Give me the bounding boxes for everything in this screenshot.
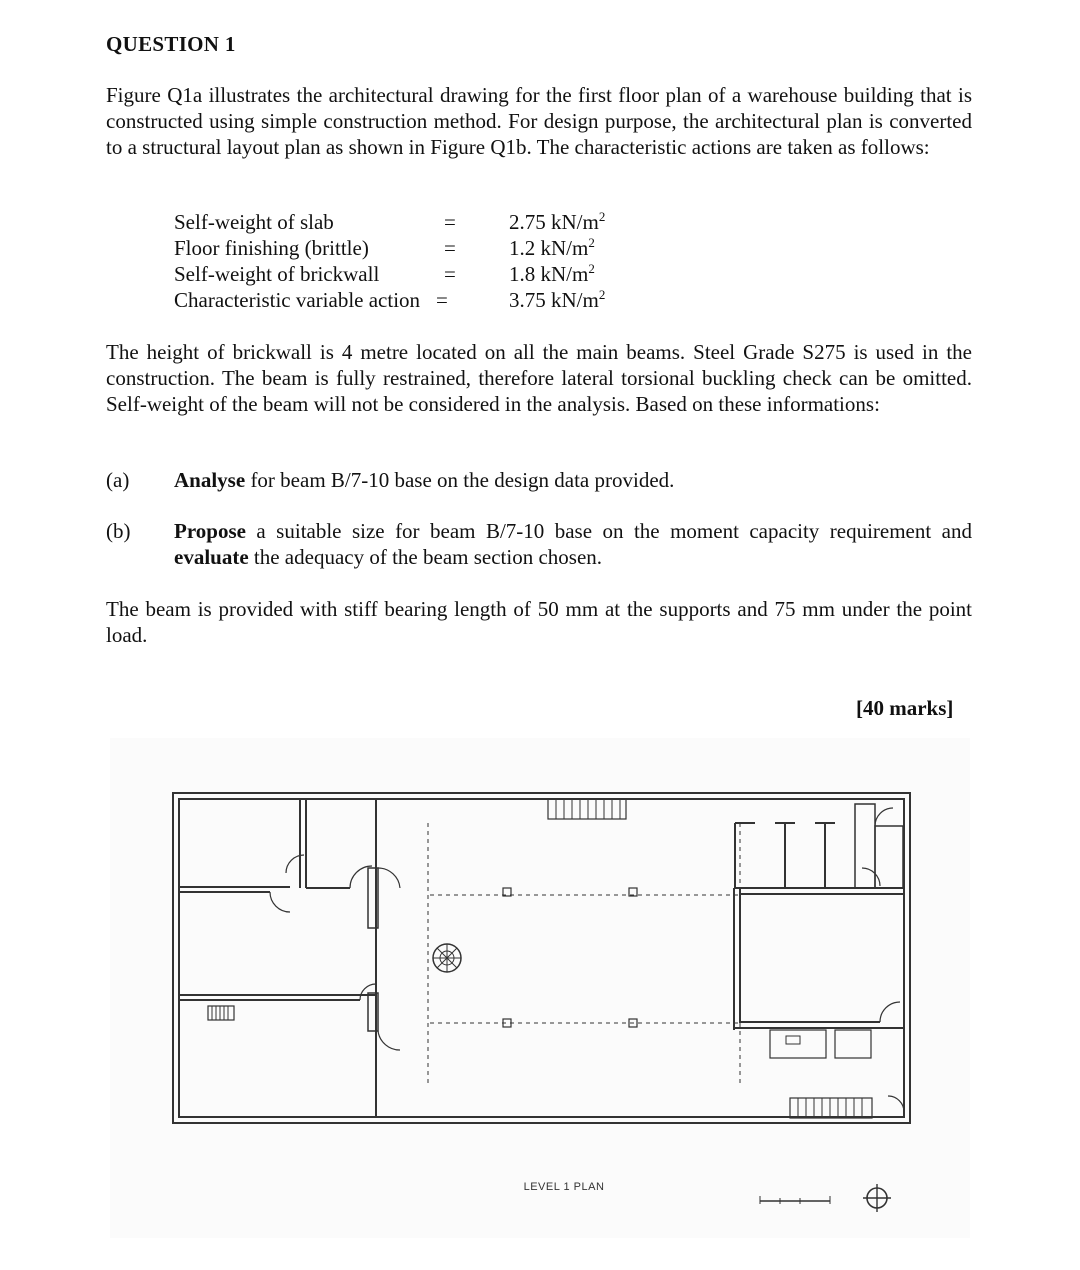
bearing-note: The beam is provided with stiff bearing length of 50 mm at the supports and 75 mm under the point load.	[106, 597, 972, 647]
part-a-text: Analyse for beam B/7-10 base on the design data provided.	[174, 468, 675, 492]
part-b-label: (b)	[106, 519, 131, 543]
action-equals: =	[444, 236, 456, 260]
plan-title: LEVEL 1 PLAN	[523, 1181, 605, 1193]
part-a-label: (a)	[106, 468, 130, 492]
action-row	[174, 261, 634, 287]
characteristic-actions-list	[174, 209, 634, 313]
intro-paragraph: Figure Q1a illustrates the architectural drawing for the first floor plan of a warehouse building that is constructed using simple construction method. For design purpose, the architectural plan is converted to a structural layout plan as shown in Figure Q1b. The characteristic actions are taken as follows:	[106, 83, 972, 159]
action-row	[174, 209, 634, 235]
part-b-text: Propose a suitable size for beam B/7-10 base on the moment capacity requirement and evaluate the adequacy of the beam section chosen.	[174, 519, 972, 569]
action-label: Floor finishing (brittle)	[174, 236, 369, 260]
marks-label: [40 marks]	[856, 696, 954, 720]
action-equals: =	[436, 288, 448, 312]
action-value: 1.2 $kN/m^2$	[509, 235, 595, 260]
action-label: Self-weight of brickwall	[174, 262, 380, 286]
action-equals: =	[444, 210, 456, 234]
description-paragraph: The height of brickwall is 4 metre located on all the main beams. Steel Grade S275 is used in the construction. The beam is fully restrained, therefore lateral torsional buckling check can be omitted. Self-weight of the beam will not be considered in the analysis. Based on these informations:	[106, 340, 972, 416]
action-value: 1.8 $kN/m^2$	[509, 261, 595, 286]
floor-plan-figure	[110, 738, 970, 1238]
action-row	[174, 235, 634, 261]
action-value: 2.75 $kN/m^2$	[509, 209, 606, 234]
question-heading: QUESTION 1	[106, 32, 236, 56]
action-label: Self-weight of slab	[174, 210, 334, 234]
action-label: Characteristic variable action	[174, 288, 421, 312]
action-equals: =	[444, 262, 456, 286]
action-value: 3.75 $kN/m^2$	[509, 287, 606, 312]
action-row	[174, 287, 634, 313]
